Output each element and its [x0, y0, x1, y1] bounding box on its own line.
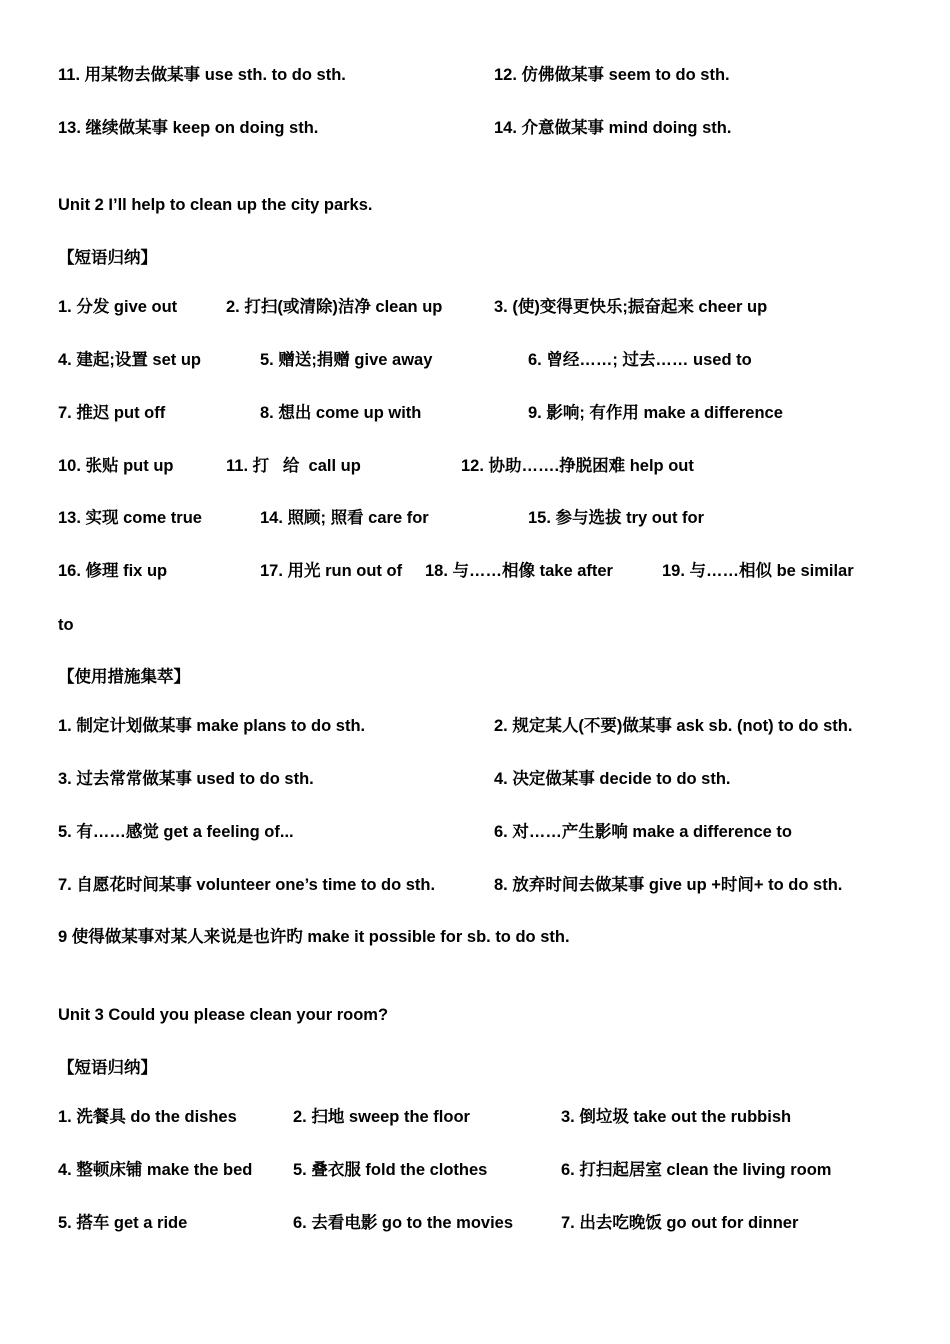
usage-item: 5. 有……感觉 get a feeling of... — [58, 823, 294, 841]
usage-item: 7. 自愿花时间某事 volunteer one’s time to do sth. — [58, 876, 436, 894]
phrase-item: 18. 与……相像 take after — [425, 562, 613, 580]
unit-2-title: Unit 2 I’ll help to clean up the city parks. — [58, 196, 373, 214]
usage-item: 1. 制定计划做某事 make plans to do sth. — [58, 717, 366, 735]
phrase-item: 1. 分发 give out — [58, 298, 178, 316]
phrase-item: 4. 建起;设置 set up — [58, 351, 202, 369]
phrases-heading: 【短语归纳】 — [58, 249, 157, 267]
phrase-item: 15. 参与选拔 try out for — [528, 509, 705, 527]
phrase-item: 4. 整顿床铺 make the bed — [58, 1161, 253, 1179]
phrase-item: 5. 赠送;捐赠 give away — [260, 351, 433, 369]
usage-heading: 【使用措施集萃】 — [58, 668, 190, 686]
usage-item: 6. 对……产生影响 make a difference to — [494, 823, 792, 841]
phrase-item: 12. 仿佛做某事 seem to do sth. — [494, 66, 730, 84]
phrase-item: 11. 打 给 call up — [226, 457, 361, 475]
phrase-item-continuation: to — [58, 616, 74, 634]
phrase-item: 10. 张贴 put up — [58, 457, 174, 475]
phrase-item: 17. 用光 run out of — [260, 562, 403, 580]
phrase-item: 11. 用某物去做某事 use sth. to do sth. — [58, 66, 346, 84]
phrase-item: 2. 打扫(或清除)洁净 clean up — [226, 298, 443, 316]
phrase-item: 16. 修理 fix up — [58, 562, 168, 580]
phrase-item: 5. 叠衣服 fold the clothes — [293, 1161, 488, 1179]
phrase-item: 9. 影响; 有作用 make a difference — [528, 404, 783, 422]
phrase-item: 2. 扫地 sweep the floor — [293, 1108, 470, 1126]
phrase-item: 3. (使)变得更快乐;振奋起来 cheer up — [494, 298, 768, 316]
phrase-item: 14. 照顾; 照看 care for — [260, 509, 429, 527]
phrase-item: 6. 曾经……; 过去…… used to — [528, 351, 752, 369]
usage-item: 8. 放弃时间去做某事 give up +时间+ to do sth. — [494, 876, 843, 894]
phrase-item: 6. 打扫起居室 clean the living room — [561, 1161, 832, 1179]
usage-item: 9 使得做某事对某人来说是也许旳 make it possible for sb. to do sth. — [58, 928, 570, 946]
phrase-item: 1. 洗餐具 do the dishes — [58, 1108, 237, 1126]
phrase-item: 7. 出去吃晚饭 go out for dinner — [561, 1214, 799, 1232]
phrase-item: 14. 介意做某事 mind doing sth. — [494, 119, 732, 137]
phrase-item: 12. 协助…….挣脱困难 help out — [461, 457, 694, 475]
phrase-item: 8. 想出 come up with — [260, 404, 422, 422]
usage-item: 3. 过去常常做某事 used to do sth. — [58, 770, 314, 788]
phrase-item: 13. 继续做某事 keep on doing sth. — [58, 119, 319, 137]
phrase-item: 7. 推迟 put off — [58, 404, 166, 422]
usage-item: 4. 决定做某事 decide to do sth. — [494, 770, 731, 788]
phrase-item: 13. 实现 come true — [58, 509, 202, 527]
usage-item: 2. 规定某人(不要)做某事 ask sb. (not) to do sth. — [494, 717, 853, 735]
unit-3-title: Unit 3 Could you please clean your room? — [58, 1006, 389, 1024]
phrase-item: 5. 搭车 get a ride — [58, 1214, 188, 1232]
phrases-heading: 【短语归纳】 — [58, 1059, 157, 1077]
phrase-item: 3. 倒垃圾 take out the rubbish — [561, 1108, 792, 1126]
phrase-item: 6. 去看电影 go to the movies — [293, 1214, 514, 1232]
phrase-item: 19. 与……相似 be similar — [662, 562, 854, 580]
